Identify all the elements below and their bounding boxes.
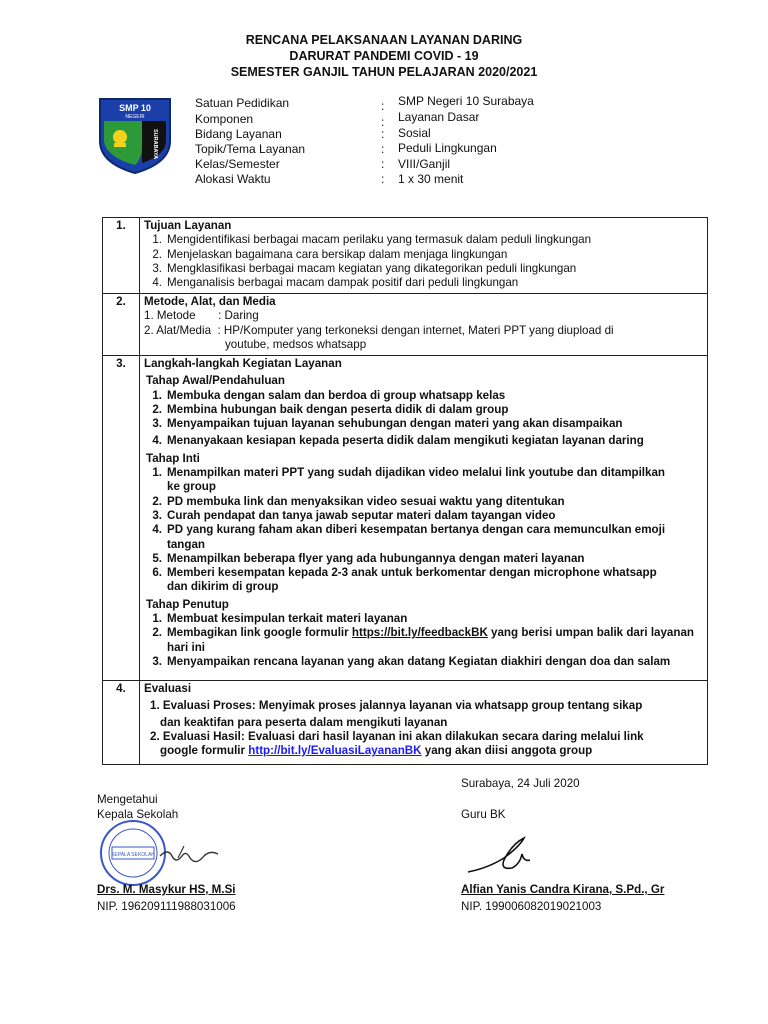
doc-title-line-1: RENCANA PELAKSANAAN LAYANAN DARING [245, 33, 523, 47]
right-role: Guru BK [461, 808, 506, 821]
info-colon: : [381, 142, 385, 156]
info-key: Kelas/Semester [195, 157, 280, 171]
table-row [103, 681, 708, 765]
list-item: 1. Membuat kesimpulan terkait materi layanan [152, 612, 408, 626]
svg-text:SURABAYA: SURABAYA [152, 129, 158, 160]
list-item: 2. Membagikan link google formulir https://bit.ly/feedbackBK yang berisi umpan balik dari layanan hari ini [152, 626, 694, 654]
table-row [103, 218, 708, 294]
table-row [103, 356, 708, 681]
eval-result: 2. Evaluasi Hasil: Evaluasi dari hasil layanan ini akan dilakukan secara daring melalui link [150, 729, 644, 743]
media-line-cont: youtube, medsos whatsapp [225, 337, 367, 351]
info-value: Peduli Lingkungan [398, 141, 497, 155]
table-row [103, 294, 708, 356]
section-title: Langkah-langkah Kegiatan Layanan [144, 357, 342, 370]
eval-process-cont: dan keaktifan para peserta dalam mengikuti layanan [160, 715, 448, 729]
info-value: SMP Negeri 10 Surabaya [398, 94, 534, 108]
row-number: 2. [103, 294, 140, 356]
headmaster-nip: NIP. 196209111988031006 [97, 900, 236, 913]
info-key: Satuan Pedidikan [195, 96, 290, 110]
svg-text:KEPALA SEKOLAH: KEPALA SEKOLAH [111, 852, 155, 858]
list-item: 4. Menanyakaan kesiapan kepada peserta didik dalam mengikuti kegiatan layanan daring [152, 434, 644, 448]
list-item: 2. Menjelaskan bagaimana cara bersikap dalam menjaga lingkungan [152, 247, 508, 261]
eval-result-cont: google formulir http://bit.ly/EvaluasiLayananBK yang akan diisi anggota group [160, 744, 593, 758]
list-item: 3. Curah pendapat dan tanya jawab seputar materi dalam tayangan video [152, 508, 556, 522]
section-cell [140, 356, 708, 681]
teacher-signature [462, 832, 582, 880]
headmaster-name: Drs. M. Masykur HS, M.Si [97, 883, 236, 896]
list-item: 4. Menganalisis berbagai macam dampak positif dari peduli lingkungan [152, 276, 519, 290]
info-colon: : [381, 115, 385, 129]
place-date: Surabaya, 24 Juli 2020 [461, 777, 580, 790]
section-cell [140, 294, 708, 356]
stage-title-penutup: Tahap Penutup [146, 597, 229, 611]
info-colon: : [381, 172, 385, 186]
list-item: 6. Memberi kesempatan kepada 2-3 anak untuk berkomentar dengan microphone whatsapp dan dikirim di group [152, 566, 657, 594]
list-item: 2. Membina hubungan baik dengan peserta didik di dalam group [152, 402, 509, 416]
stage-list-penutup [144, 612, 703, 669]
teacher-name: Alfian Yanis Candra Kirana, S.Pd., Gr [461, 883, 665, 896]
list-item: 1. Membuka dengan salam dan berdoa di group whatsapp kelas [152, 388, 506, 402]
info-colon: : [381, 99, 385, 113]
eval-process: 1. Evaluasi Proses: Menyimak proses jalannya layanan via whatsapp group tentang sikap [150, 699, 643, 713]
media-line: 2. Alat/Media : HP/Komputer yang terkoneksi dengan internet, Materi PPT yang diupload di [144, 323, 614, 337]
doc-title-line-3: SEMESTER GANJIL TAHUN PELAJARAN 2020/2021 [230, 65, 538, 79]
svg-text:NEGERI: NEGERI [125, 114, 145, 120]
list-item: 1. Mengidentifikasi berbagai macam perilaku yang termasuk dalam peduli lingkungan [152, 233, 592, 247]
stage-list-awal [144, 389, 703, 449]
svg-text:SMP 10: SMP 10 [119, 103, 151, 113]
info-value: Layanan Dasar [398, 110, 480, 124]
list-item: 4. PD yang kurang faham akan diberi kesempatan bertanya dengan cara memunculkan emoji tangan [152, 523, 666, 551]
row-number: 3. [103, 356, 140, 681]
section-cell [140, 218, 708, 294]
school-logo [96, 97, 174, 175]
left-role-2: Kepala Sekolah [97, 808, 179, 821]
row-number: 4. [103, 681, 140, 765]
stage-title-awal: Tahap Awal/Pendahuluan [146, 374, 285, 388]
row-number: 1. [103, 218, 140, 294]
section-title: Tujuan Layanan [144, 219, 232, 232]
section-cell [140, 681, 708, 765]
list-item: 1. Menampilkan materi PPT yang sudah dijadikan video melalui link youtube dan ditampilkan ke group [152, 466, 665, 494]
list-item: 5. Menampilkan beberapa flyer yang ada hubungannya dengan materi layanan [152, 551, 585, 565]
stage-title-inti: Tahap Inti [146, 451, 200, 465]
teacher-nip: NIP. 199006082019021003 [461, 900, 602, 913]
info-key: Bidang Layanan [195, 127, 282, 141]
list-item: 3. Menyampaikan tujuan layanan sehubungan dengan materi yang akan disampaikan [152, 417, 623, 431]
info-key: Topik/Tema Layanan [195, 142, 306, 156]
doc-title-line-2: DARURAT PANDEMI COVID - 19 [289, 49, 479, 63]
stage-list-inti [144, 466, 703, 595]
method-line: 1. Metode : Daring [144, 309, 259, 323]
info-value: VIII/Ganjil [398, 157, 451, 171]
list-item: 3. Menyampaikan rencana layanan yang akan datang Kegiatan diakhiri dengan doa dan salam [152, 654, 671, 668]
info-key: Komponen [195, 112, 254, 126]
goal-list [144, 233, 703, 290]
section-title: Metode, Alat, dan Media [144, 295, 276, 308]
info-colon: : [381, 157, 385, 171]
info-key: Alokasi Waktu [195, 172, 271, 186]
info-value: 1 x 30 menit [398, 172, 464, 186]
list-item: 2. PD membuka link dan menyaksikan video sesuai waktu yang ditentukan [152, 494, 565, 508]
info-value: Sosial [398, 126, 431, 140]
left-role-1: Mengetahui [97, 793, 158, 806]
school-stamp-with-signature [98, 818, 278, 888]
evaluation-link[interactable]: http://bit.ly/EvaluasiLayananBK [248, 744, 422, 758]
feedback-link[interactable]: https://bit.ly/feedbackBK [351, 626, 488, 640]
list-item: 3. Mengklasifikasi berbagai macam kegiatan yang dikategorikan peduli lingkungan [152, 261, 577, 275]
plan-table [102, 217, 708, 765]
info-colon: : [381, 127, 385, 141]
section-title: Evaluasi [144, 682, 192, 695]
